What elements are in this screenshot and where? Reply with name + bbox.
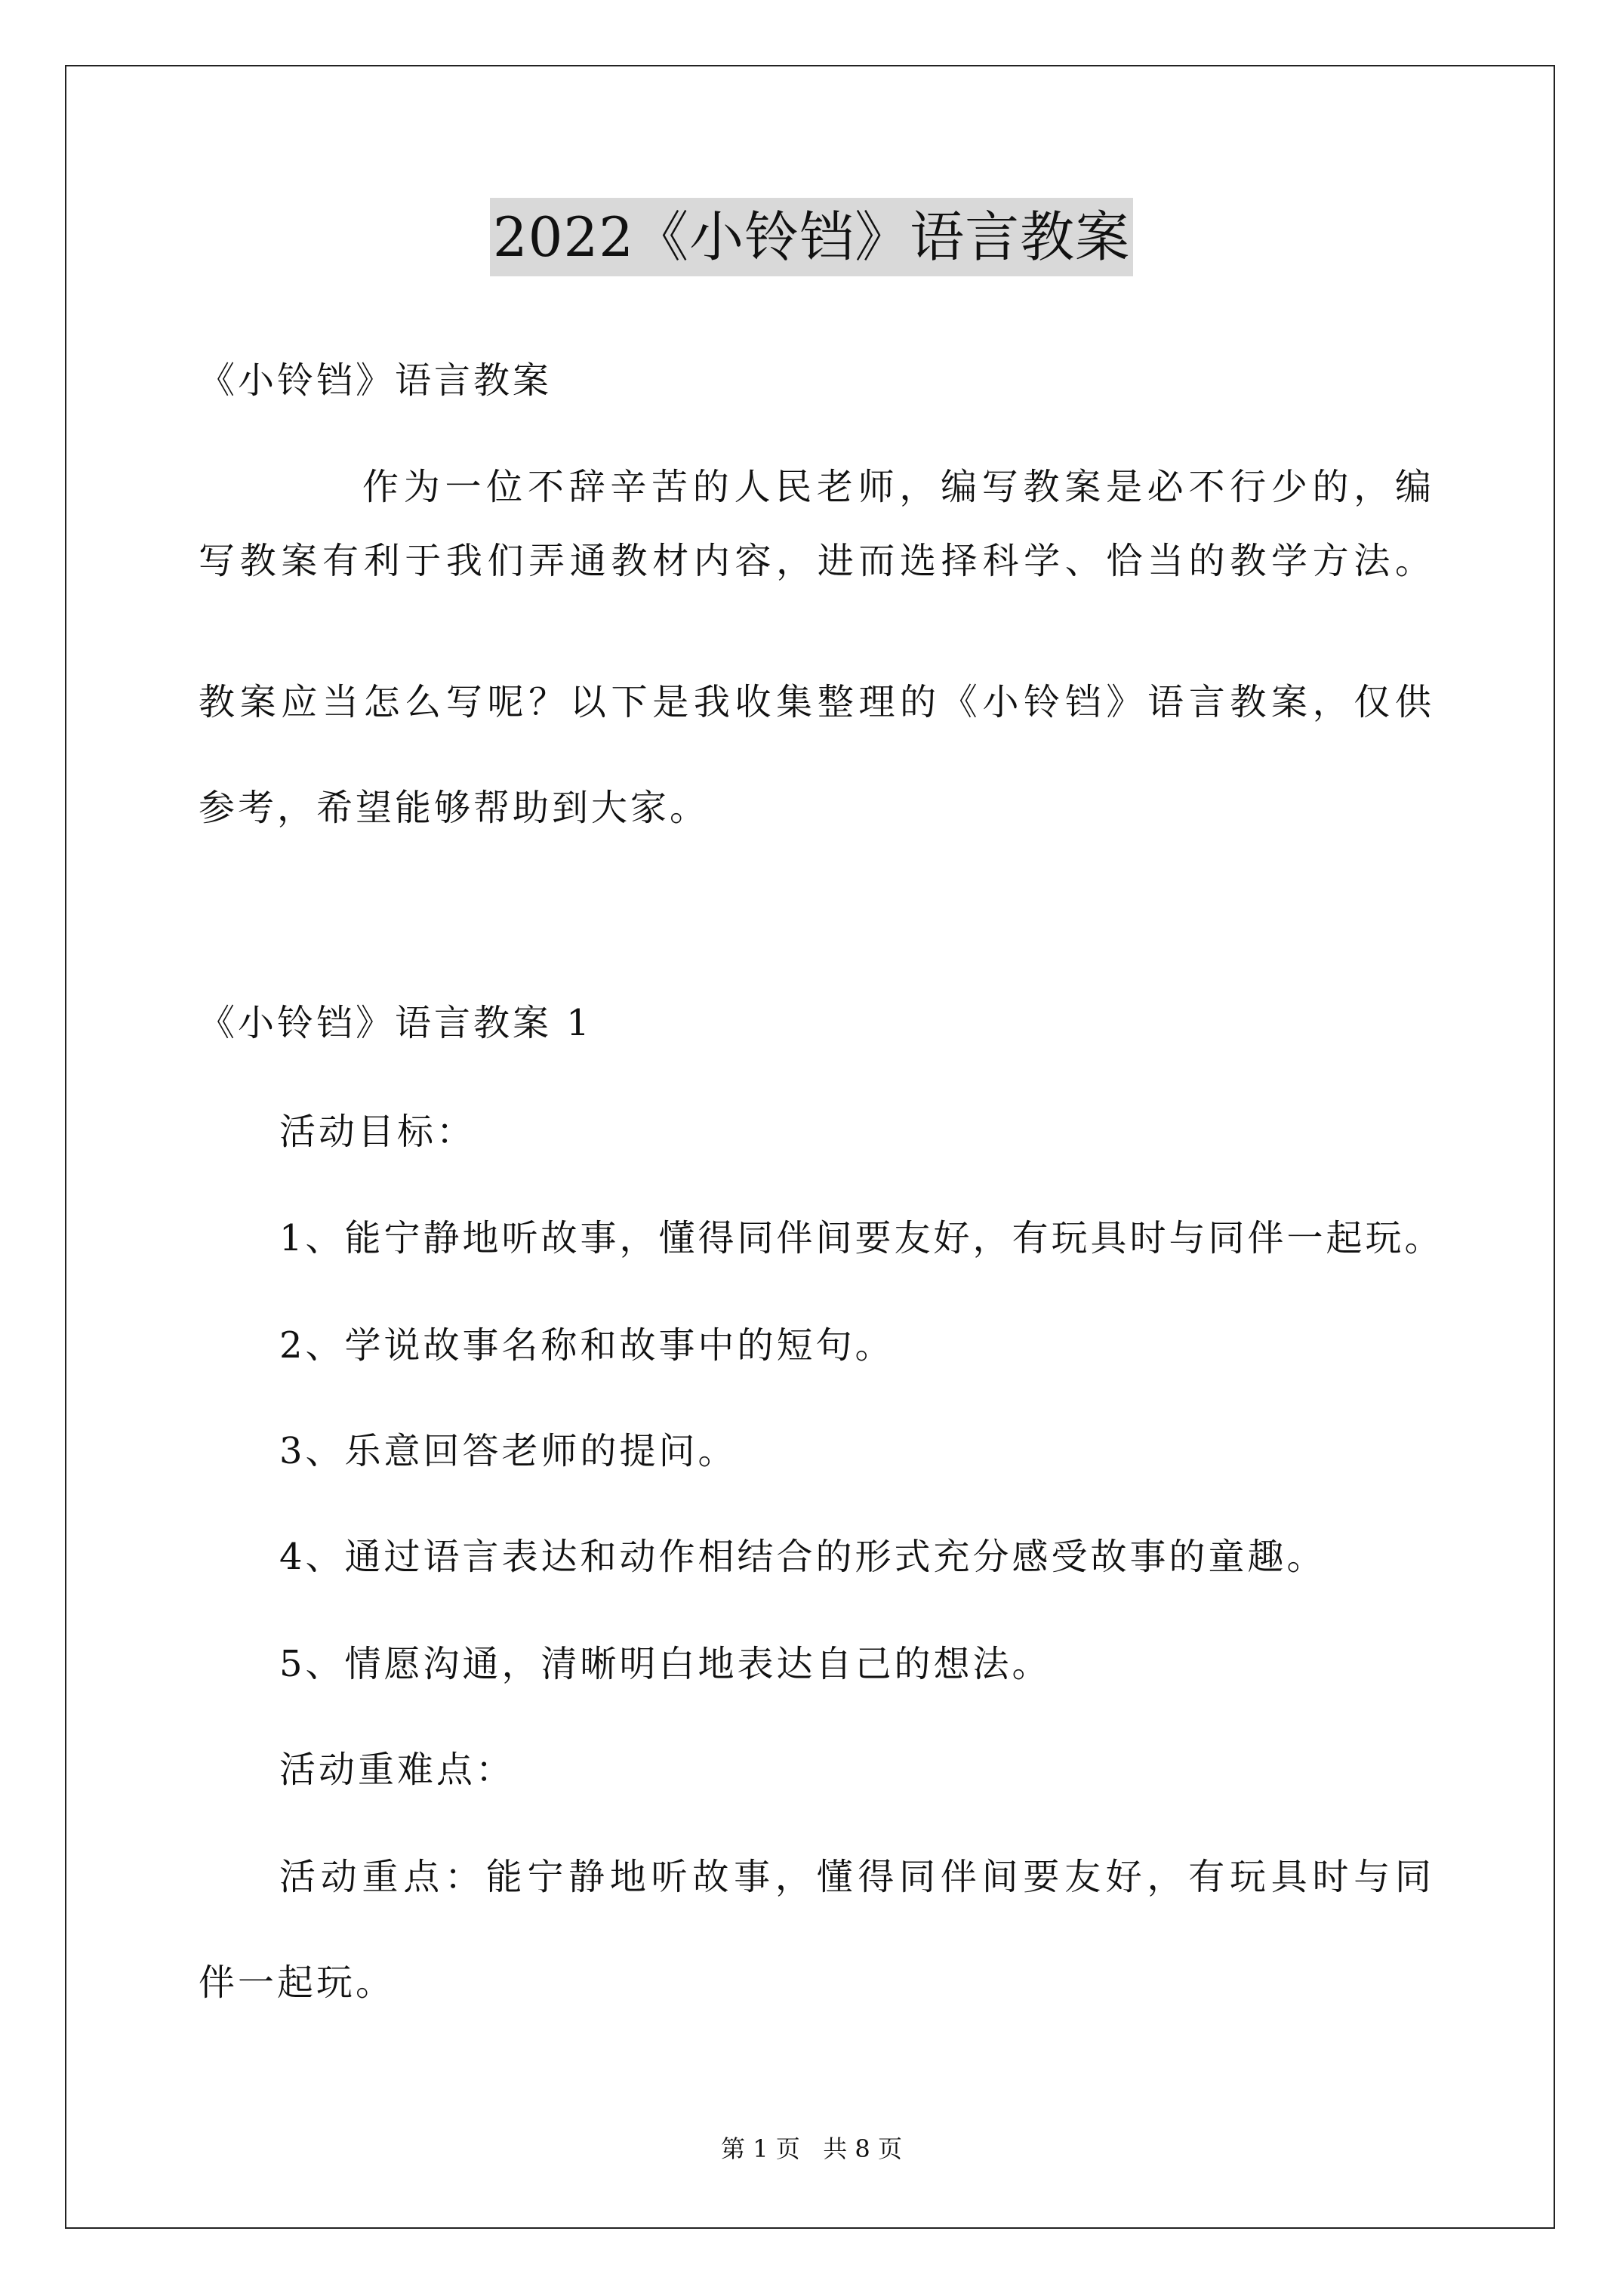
key-points-heading: 活动重难点： <box>279 1749 516 1791</box>
intro-line-3: 教案应当怎么写呢？以下是我收集整理的《小铃铛》语言教案，仅供 <box>199 681 1434 723</box>
page-total: 共 8 页 <box>823 2134 902 2163</box>
key-point-line-1: 活动重点：能宁静地听故事，懂得同伴间要友好，有玩具时与同 <box>279 1856 1434 1898</box>
key-point-line-2: 伴一起玩。 <box>199 1962 396 2004</box>
intro-line-2: 写教案有利于我们弄通教材内容，进而选择科学、恰当的教学方法。 <box>199 540 1434 582</box>
page-footer <box>0 2134 1623 2164</box>
page-number: 第 1 页 <box>721 2134 800 2163</box>
intro-line-4: 参考，希望能够帮助到大家。 <box>199 787 710 829</box>
intro-line-1: 作为一位不辞辛苦的人民老师，编写教案是必不行少的，编 <box>362 466 1434 508</box>
goal-item-1: 1、能宁静地听故事，懂得同伴间要友好，有玩具时与同伴一起玩。 <box>279 1217 1444 1259</box>
goal-item-4: 4、通过语言表达和动作相结合的形式充分感受故事的童趣。 <box>279 1536 1326 1578</box>
goal-item-2: 2、学说故事名称和故事中的短句。 <box>279 1324 895 1367</box>
title-container <box>0 198 1623 276</box>
goal-item-5: 5、情愿沟通，清晰明白地表达自己的想法。 <box>279 1643 1052 1685</box>
document-subtitle: 《小铃铛》语言教案 <box>199 359 553 402</box>
section-heading: 《小铃铛》语言教案 1 <box>199 1002 593 1044</box>
document-title: 2022《小铃铛》语言教案 <box>490 198 1133 276</box>
goal-item-3: 3、乐意回答老师的提问。 <box>279 1430 738 1472</box>
goals-heading: 活动目标： <box>279 1111 476 1153</box>
